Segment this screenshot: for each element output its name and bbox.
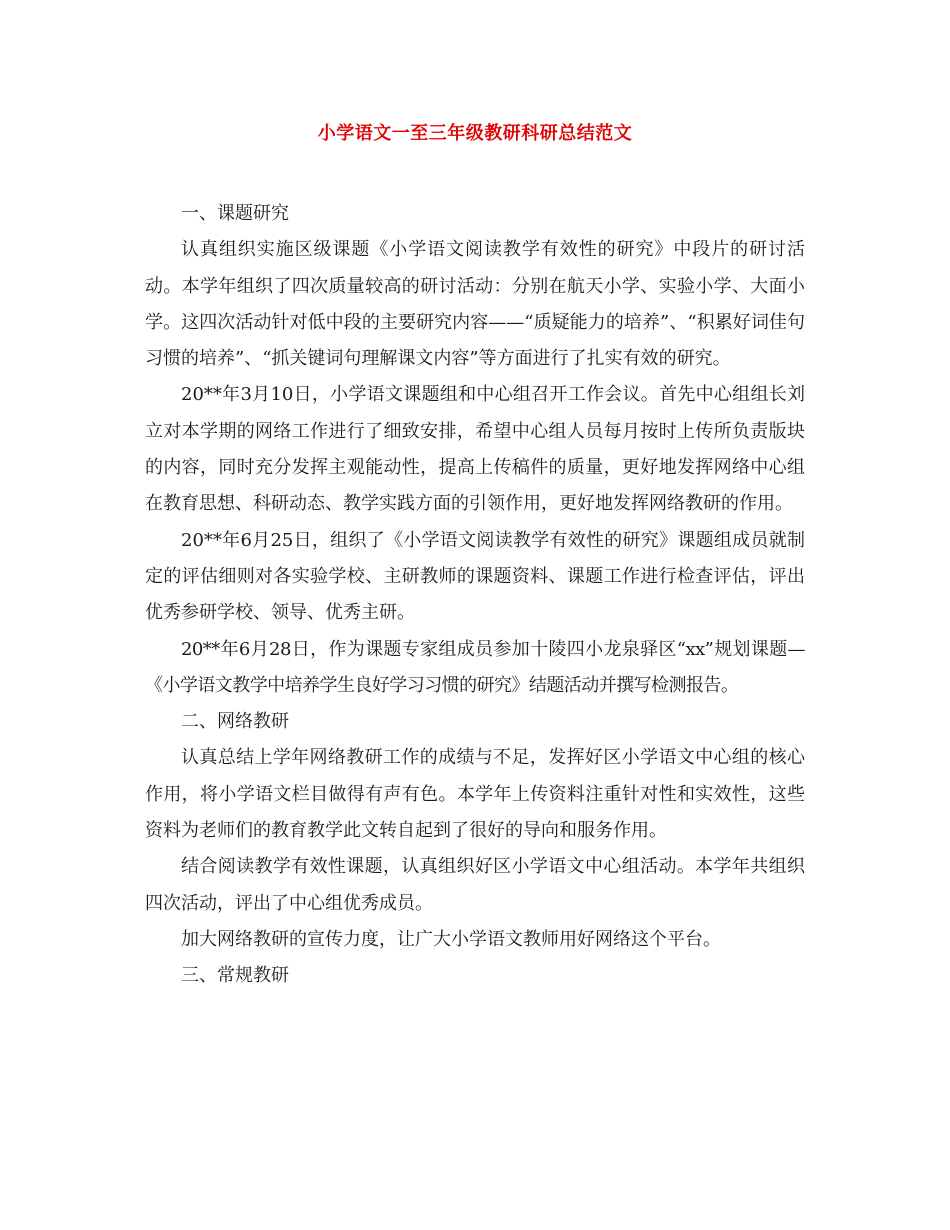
document-title: 小学语文一至三年级教研科研总结范文 — [317, 123, 633, 144]
paragraph: 20**年3月10日，小学语文课题组和中心组召开工作会议。首先中心组组长刘立对本学期的网络工作进行了细致安排，希望中心组人员每月按时上传所负责版块的内容，同时充分发挥主观能动性，提高上传稿件的质量，更好地发挥网络中心组在教育思想、科研动态、教学实践方面的引领作用，更好地发挥网络教研的作用。 — [145, 384, 805, 515]
section-heading-research: 一、课题研究 — [181, 203, 289, 224]
document-body — [145, 196, 805, 995]
paragraph: 认真组织实施区级课题《小学语文阅读教学有效性的研究》中段片的研讨活动。本学年组织了四次质量较高的研讨活动：分别在航天小学、实验小学、大面小学。这四次活动针对低中段的主要研究内容——“质疑能力的培养”、“积累好词佳句习惯的培养”、“抓关键词句理解课文内容”等方面进行了扎实有效的研究。 — [145, 239, 805, 370]
section-heading-routine: 三、常规教研 — [181, 965, 289, 987]
paragraph: 结合阅读教学有效性课题，认真组织好区小学语文中心组活动。本学年共组织四次活动，评出了中心组优秀成员。 — [145, 856, 805, 914]
paragraph: 20**年6月25日，组织了《小学语文阅读教学有效性的研究》课题组成员就制定的评估细则对各实验学校、主研教师的课题资料、课题工作进行检查评估，评出优秀参研学校、领导、优秀主研。 — [145, 529, 805, 624]
paragraph: 认真总结上学年网络教研工作的成绩与不足，发挥好区小学语文中心组的核心作用，将小学语文栏目做得有声有色。本学年上传资料注重针对性和实效性，这些资料为老师们的教育教学此文转自起到了很好的导向和服务作用。 — [145, 747, 805, 842]
section-heading-network: 二、网络教研 — [181, 711, 289, 733]
paragraph: 加大网络教研的宣传力度，让广大小学语文教师用好网络这个平台。 — [181, 928, 721, 950]
paragraph: 20**年6月28日，作为课题专家组成员参加十陵四小龙泉驿区“xx”规划课题—《小学语文教学中培养学生良好学习习惯的研究》结题活动并撰写检测报告。 — [145, 638, 805, 696]
